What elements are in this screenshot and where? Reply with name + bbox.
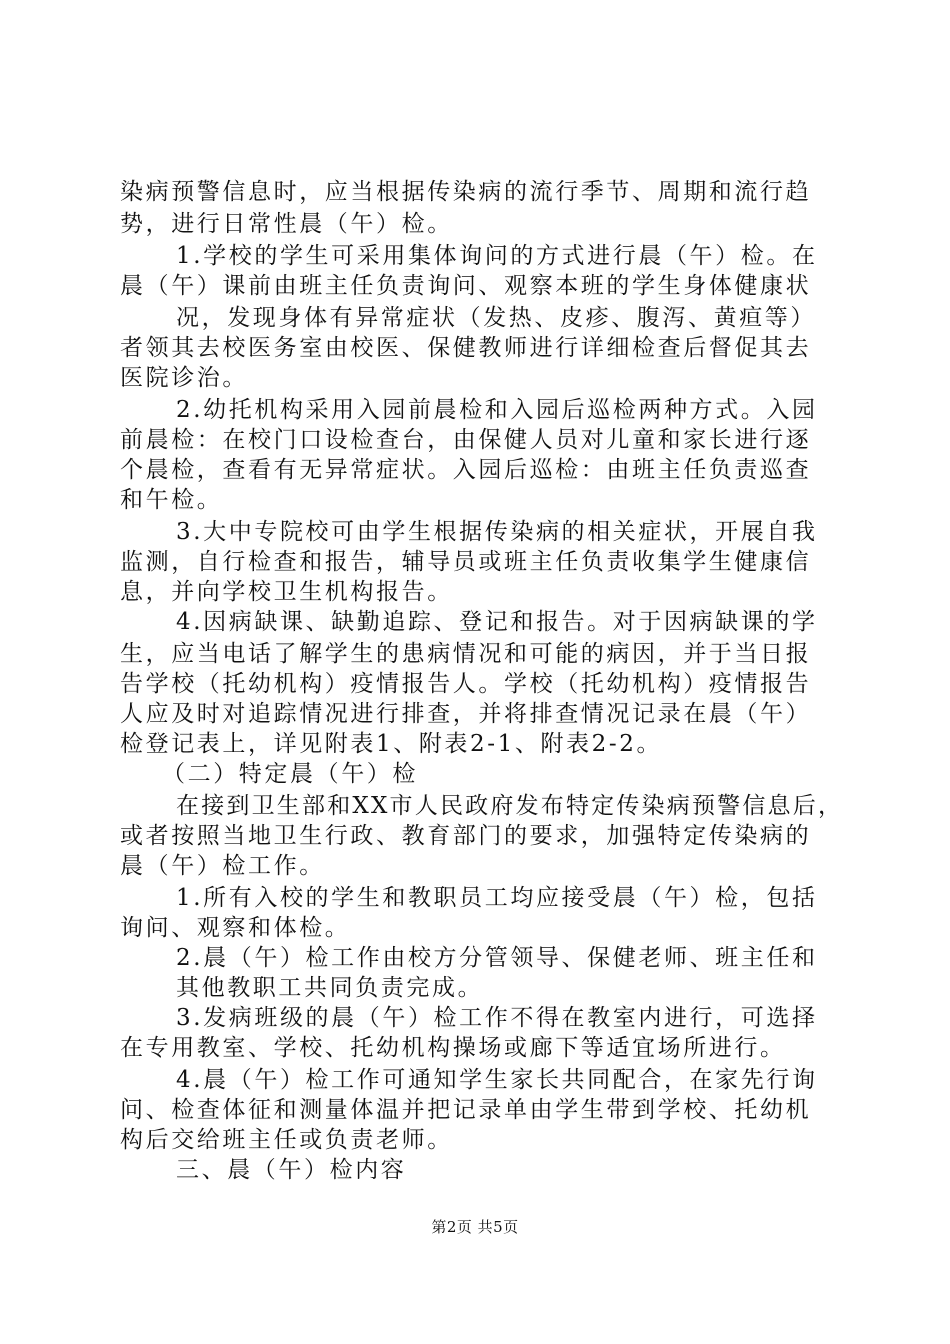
section-heading: 三、晨（午）检内容 <box>176 1157 407 1183</box>
paragraph-line: 其他教职工共同负责完成。 <box>176 975 484 1001</box>
paragraph-line: 医院诊治。 <box>120 365 248 391</box>
paragraph-line: 在专用教室、学校、托幼机构操场或廊下等适宜场所进行。 <box>120 1035 786 1061</box>
paragraph-line: 生，应当电话了解学生的患病情况和可能的病因，并于当日报 <box>120 641 812 667</box>
paragraph-line: 问、检查体征和测量体温并把记录单由学生带到学校、托幼机 <box>120 1097 812 1123</box>
paragraph-line: 1.学校的学生可采用集体询问的方式进行晨（午）检。在 <box>176 243 818 269</box>
paragraph-line: 晨（午）检工作。 <box>120 853 325 879</box>
paragraph-line: 1.所有入校的学生和教职员工均应接受晨（午）检，包括 <box>176 885 818 911</box>
paragraph-line: 人应及时对追踪情况进行排查，并将排查情况记录在晨（午） <box>120 701 812 727</box>
section-heading: （二）特定晨（午）检 <box>162 761 418 787</box>
paragraph-line: 息，并向学校卫生机构报告。 <box>120 579 453 605</box>
page-number: 第2页 共5页 <box>431 1218 519 1236</box>
paragraph-line: 个晨检，查看有无异常症状。入园后巡检：由班主任负责巡查 <box>120 457 812 483</box>
paragraph-line: 者领其去校医务室由校医、保健教师进行详细检查后督促其去 <box>120 335 812 361</box>
paragraph-line: 监测，自行检查和报告，辅导员或班主任负责收集学生健康信 <box>120 549 812 575</box>
paragraph-line: 势，进行日常性晨（午）检。 <box>120 211 453 237</box>
paragraph-line: 2.晨（午）检工作由校方分管领导、保健老师、班主任和 <box>176 945 818 971</box>
paragraph-line: 4.因病缺课、缺勤追踪、登记和报告。对于因病缺课的学 <box>176 609 818 635</box>
paragraph-line: 染病预警信息时，应当根据传染病的流行季节、周期和流行趋 <box>120 179 812 205</box>
paragraph-line: 3.大中专院校可由学生根据传染病的相关症状，开展自我 <box>176 519 818 545</box>
paragraph-line: 在接到卫生部和XX市人民政府发布特定传染病预警信息后， <box>176 793 844 819</box>
paragraph-line: 或者按照当地卫生行政、教育部门的要求，加强特定传染病的 <box>120 823 812 849</box>
paragraph-line: 检登记表上，详见附表1、附表2-1、附表2-2。 <box>120 731 663 757</box>
paragraph-line: 前晨检：在校门口设检查台，由保健人员对儿童和家长进行逐 <box>120 427 812 453</box>
paragraph-line: 询问、观察和体检。 <box>120 915 351 941</box>
paragraph-line: 3.发病班级的晨（午）检工作不得在教室内进行，可选择 <box>176 1005 818 1031</box>
paragraph-line: 告学校（托幼机构）疫情报告人。学校（托幼机构）疫情报告 <box>120 671 812 697</box>
paragraph-line: 4.晨（午）检工作可通知学生家长共同配合，在家先行询 <box>176 1067 818 1093</box>
paragraph-line: 构后交给班主任或负责老师。 <box>120 1127 453 1153</box>
paragraph-line: 和午检。 <box>120 487 223 513</box>
paragraph-line: 况，发现身体有异常症状（发热、皮疹、腹泻、黄疸等） <box>176 305 816 331</box>
paragraph-line: 晨（午）课前由班主任负责询问、观察本班的学生身体健康状 <box>120 273 812 299</box>
paragraph-line: 2.幼托机构采用入园前晨检和入园后巡检两种方式。入园 <box>176 397 818 423</box>
